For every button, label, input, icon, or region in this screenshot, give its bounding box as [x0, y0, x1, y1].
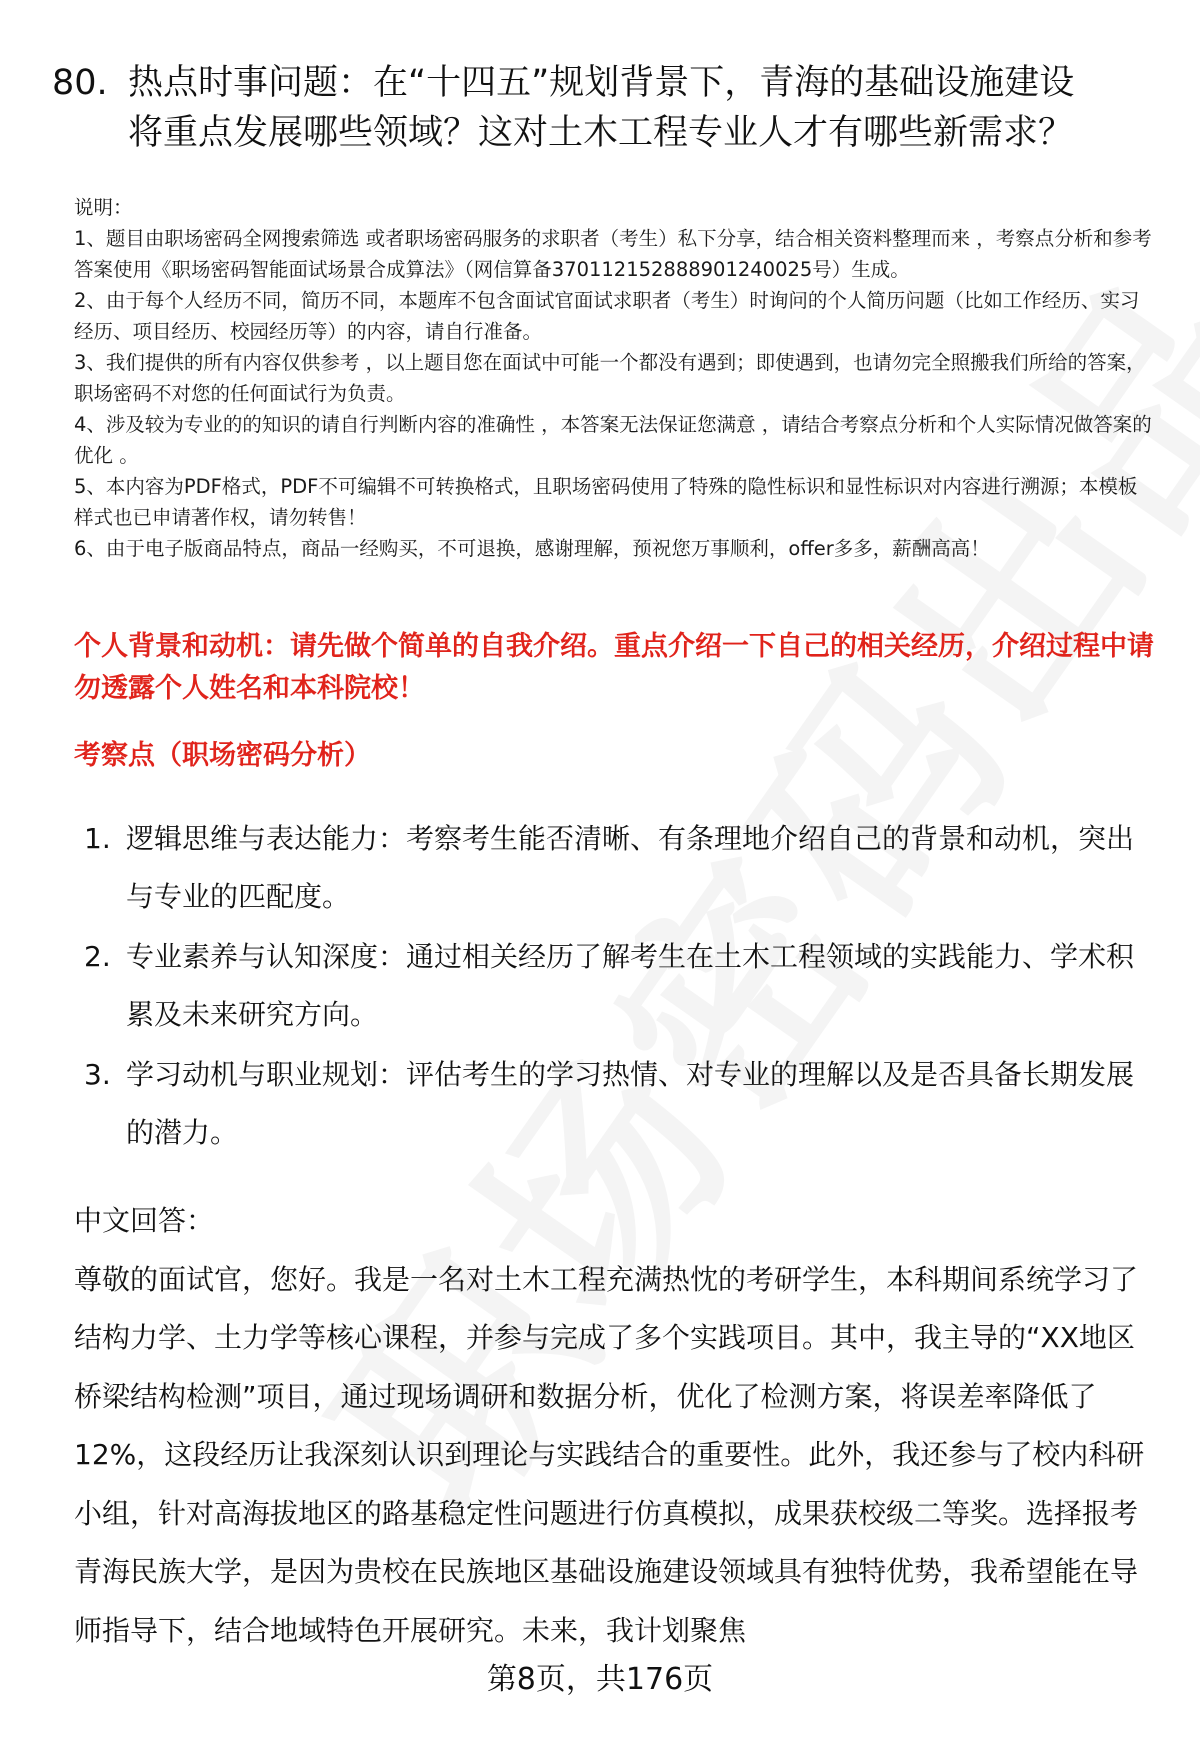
analysis-point-text: 学习动机与职业规划：评估考生的学习热情、对专业的理解以及是否具备长期发展的潜力。: [126, 1058, 1135, 1149]
notes-heading: 说明：: [74, 196, 133, 219]
note-item: 5、本内容为PDF格式，PDF不可编辑不可转换格式，且职场密码使用了特殊的隐性标识和显性标识对内容进行溯源；本模板样式也已申请著作权，请勿转售！: [74, 475, 1138, 529]
analysis-point: [84, 928, 1154, 1044]
analysis-point-index: 1.: [84, 822, 111, 855]
analysis-point: [84, 1046, 1154, 1162]
question-number: 80.: [52, 63, 108, 103]
note-item: 3、我们提供的所有内容仅供参考 ，以上题目您在面试中可能一个都没有遇到；即使遇到，也请勿完全照搬我们所给的答案，职场密码不对您的任何面试行为负责。: [74, 351, 1146, 405]
analysis-point-text: 逻辑思维与表达能力：考察考生能否清晰、有条理地介绍自己的背景和动机，突出与专业的匹配度。: [126, 822, 1135, 913]
note-item: 4、涉及较为专业的的知识的请自行判断内容的准确性 ，本答案无法保证您满意 ，请结合考察点分析和个人实际情况做答案的优化 。: [74, 413, 1152, 467]
background-prompt: 个人背景和动机：请先做个简单的自我介绍。重点介绍一下自己的相关经历，介绍过程中请勿透露个人姓名和本科院校！: [74, 631, 1154, 704]
analysis-heading: 考察点（职场密码分析）: [74, 740, 371, 771]
question-line-2: 将重点发展哪些领域？这对土木工程专业人才有哪些新需求？: [128, 113, 1074, 153]
answer-body: 尊敬的面试官，您好。我是一名对土木工程充满热忱的考研学生，本科期间系统学习了结构力学、土力学等核心课程，并参与完成了多个实践项目。其中，我主导的“XX地区桥梁结构检测”项目，通过现场调研和数据分析，优化了检测方案，将误差率降低了12%，这段经历让我深刻认识到理论与实践结合的重要性。此外，我还参与了校内科研小组，针对高海拔地区的路基稳定性问题进行仿真模拟，成果获校级二等奖。选择报考青海民族大学，是因为贵校在民族地区基础设施建设领域具有独特优势，我希望能在导师指导下，结合地域特色开展研究。未来，我计划聚焦: [74, 1262, 1145, 1647]
page-footer: 第8页，共176页: [486, 1662, 714, 1697]
analysis-point: [84, 810, 1154, 926]
answer-section: [74, 1192, 1154, 1660]
answer-heading: 中文回答：: [74, 1204, 215, 1237]
analysis-points: [84, 810, 1154, 1164]
note-item: 1、题目由职场密码全网搜索筛选 或者职场密码服务的求职者（考生）私下分享，结合相关资料整理而来 ，考察点分析和参考答案使用《职场密码智能面试场景合成算法》（网信算备370112152888901240025号）生成。: [74, 227, 1152, 281]
notes-section: [74, 192, 1154, 564]
analysis-point-index: 2.: [84, 940, 111, 973]
question-line-1: 热点时事问题：在“十四五”规划背景下，青海的基础设施建设: [128, 63, 1075, 103]
analysis-point-index: 3.: [84, 1058, 111, 1091]
note-item: 6、由于电子版商品特点，商品一经购买，不可退换，感谢理解，预祝您万事顺利，offer多多，薪酬高高！: [74, 537, 990, 560]
note-item: 2、由于每个人经历不同，简历不同，本题库不包含面试官面试求职者（考生）时询问的个人简历问题（比如工作经历、实习经历、项目经历、校园经历等）的内容，请自行准备。: [74, 289, 1140, 343]
analysis-point-text: 专业素养与认知深度：通过相关经历了解考生在土木工程领域的实践能力、学术积累及未来研究方向。: [126, 940, 1135, 1031]
question-title: [52, 58, 1152, 158]
